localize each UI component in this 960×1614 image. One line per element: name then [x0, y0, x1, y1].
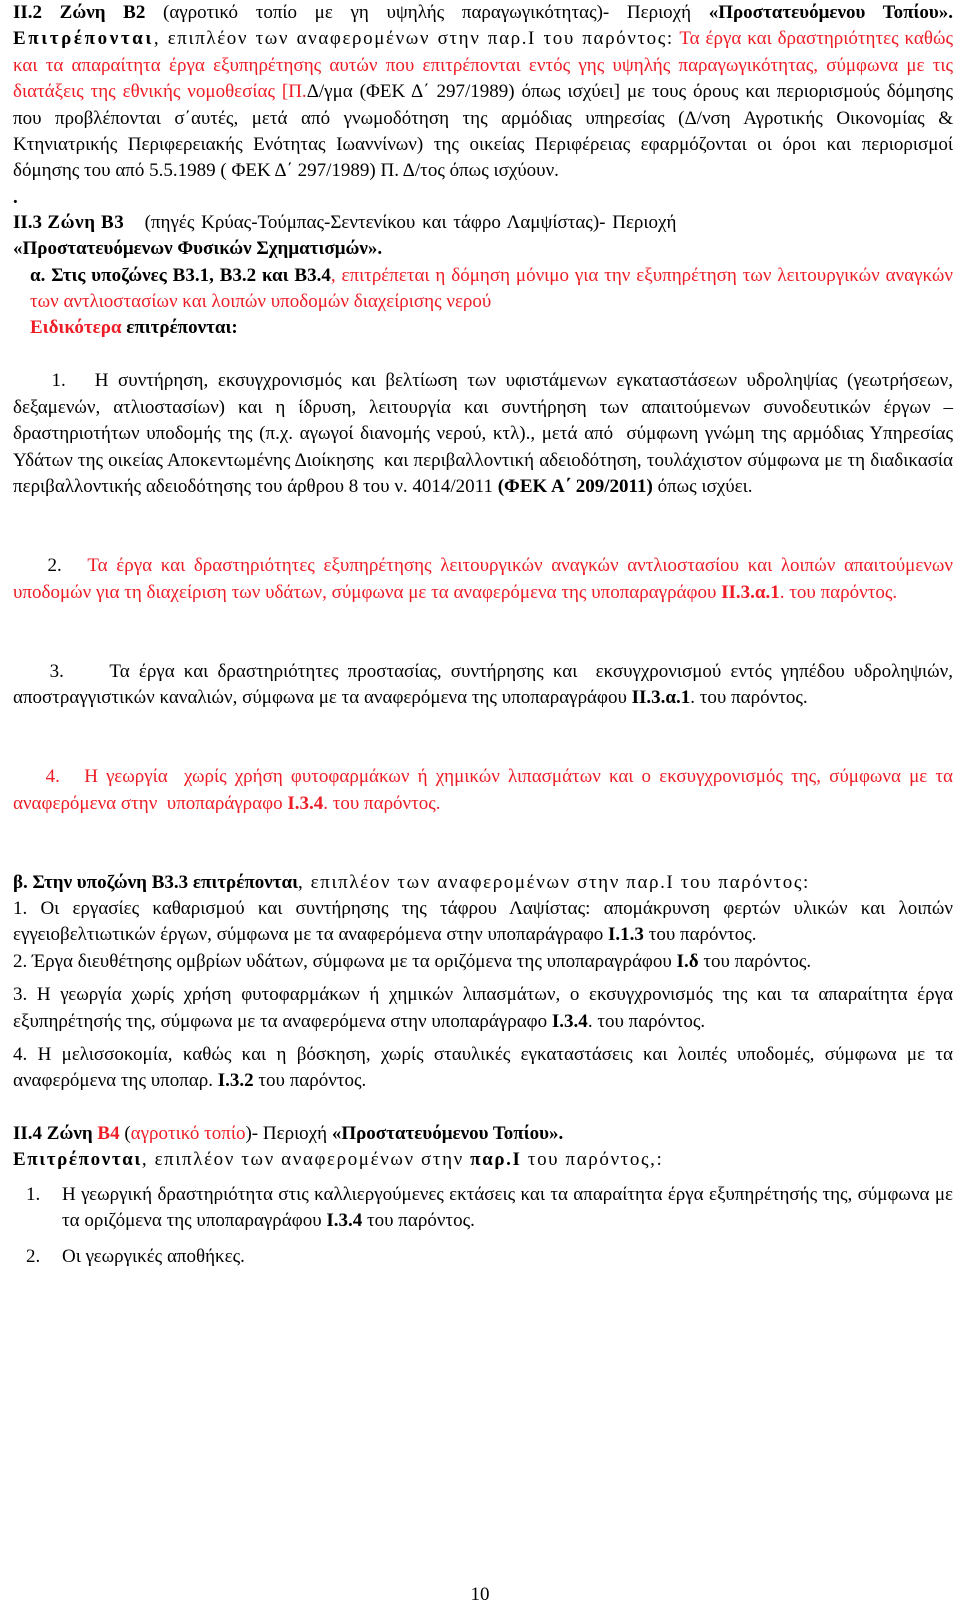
b3-item-4-red-text: Η γεωργία χωρίς χρήση φυτοφαρμάκων ή χημικών λιπασμάτων και ο εκσυγχρονισμός της, σύμφωνα με τα αναφερόμενα στην υποπαράγραφο [13, 766, 958, 814]
section-4-allowed-label: Επιτρέπονται [13, 1149, 142, 1171]
b33-item-2-ref: Ι.δ [676, 950, 699, 972]
b3-item-2-red-text: Τα έργα και δραστηριότητες εξυπηρέτησης λειτουργικών αναγκών αντλιοστασίου και λοιπών απαιτούμενων υποδομών για τη διαχείριση των υδάτων, σύμφωνα με τα αναφερόμενα της υποπαραγράφου [13, 555, 958, 603]
subzone-b-rest: , επιπλέον των αναφερομένων στην παρ.Ι του παρόντος: [297, 871, 810, 893]
section-2-allowed-rest: , επιπλέον των αναφερομένων στην παρ.Ι του παρόντος: [153, 28, 674, 50]
section-3-zone: Ζώνη Β3 [42, 211, 125, 233]
allowed-label: επιτρέπονται: [121, 317, 238, 339]
b3-item-2-number: 2. [47, 555, 88, 577]
section-4-number: ΙΙ.4 Ζώνη [13, 1122, 98, 1144]
page-number: 10 [470, 1584, 490, 1605]
section-3-description: (πηγές Κρύας-Τούμπας-Σεντενίκου και τάφρο Λαμψίστας)- Περιοχή [124, 211, 677, 233]
b4-item-1-tail: του παρόντος. [362, 1210, 475, 1232]
b3-item-4-tail: . του παρόντος. [323, 792, 441, 814]
b33-item-1 [13, 896, 953, 949]
b3-item-3 [13, 632, 958, 738]
b4-item-2-number: 2. [26, 1246, 41, 1268]
b3-item-1 [13, 342, 958, 527]
b33-item-2 [13, 949, 953, 975]
section-4-area-name: «Προστατευόμενου Τοπίου». [331, 1122, 564, 1144]
section-2-conditions: Δ/γμα (ΦΕΚ Δ΄ 297/1989) όπως ισχύει] με τους όρους και περιορισμούς δόμησης που προβλέπονται σ΄αυτές, μετά από γνωμοδότηση της αρμόδιας υπηρεσίας (Δ/νση Αγροτικής Οικονομίας & Κτηνιατρικής Περιφερειακής Ενότητας Ιωαννίνων) της οικείας Περιφέρειας εφαρμόζονται οι όροι και περιορισμοί δόμησης του από 5.5.1989 ( ΦΕΚ Δ΄ 297/1989) Π. Δ/τος όπως ισχύουν. [13, 81, 953, 182]
b33-item-3 [13, 982, 953, 1035]
section-2-allowed-label: Επιτρέπονται [13, 28, 154, 50]
b3-item-1-tail: όπως ισχύει. [652, 475, 753, 497]
b4-item-1-number: 1. [26, 1183, 41, 1205]
section-4-area-label: )- Περιοχή [245, 1122, 332, 1144]
dot-line: . [13, 186, 18, 208]
b33-item-1-text: 1. Οι εργασίες καθαρισμού και συντήρησης της τάφρου Λαψίστας: απομάκρυνση φερτών υλικών και λοιπών εγγειοβελτιωτικών έργων, σύμφωνα με τα αναφερόμενα στην υποπαράγραφο [13, 898, 953, 946]
section-4-description: αγροτικό τοπίο [130, 1122, 246, 1144]
specifically-label: Ειδικότερα [30, 317, 122, 339]
b4-item-1-text: Η γεωργική δραστηριότητα στις καλλιεργούμενες εκτάσεις και τα απαραίτητα έργα εξυπηρέτησής της, σύμφωνα με τα οριζόμενα της υποπαραγράφου [62, 1183, 953, 1232]
section-3-area-name: «Προστατευόμενων Φυσικών Σχηματισμών». [13, 238, 383, 260]
subzone-a-paragraph [13, 263, 953, 316]
b33-item-4-tail: του παρόντος. [253, 1070, 367, 1092]
section-4-par-ref: παρ.Ι [470, 1149, 522, 1171]
section-2-heading [13, 0, 953, 185]
b33-item-3-ref: Ι.3.4 [551, 1010, 588, 1032]
section-2-description: (αγροτικό τοπίο με γη υψηλής παραγωγικότητας)- Περιοχή [145, 2, 709, 23]
section-4-heading [13, 1121, 953, 1147]
section-3-heading [13, 210, 953, 236]
b3-item-1-text: 1. Η συντήρηση, εκσυγχρονισμός και βελτίωση των υφιστάμενων εγκαταστάσεων υδροληψίας (γεωτρήσεων, δεξαμενών, ατλιοστασίων) και η ίδρυση, λειτουργία και συντήρηση των απαιτούμενων συνοδευτικών έργων – δραστηριοτήτων υποδομής της (π.χ. αγωγοί διανομής νερού, κτλ)., μετά από σύμφωνη γνώμη της αρμόδιας Υπηρεσίας Υδάτων της οικείας Αποκεντωμένης Διοίκησης και περιβαλλοντική αδειοδότηση, τουλάχιστον σύμφωνα με τη διαδικασία περιβαλλοντικής αδειοδότησης του άρθρου 8 του ν. 4014/2011 [13, 370, 958, 497]
specifically-line [13, 315, 953, 341]
b33-item-1-tail: του παρόντος. [643, 924, 757, 946]
b3-item-2 [13, 527, 958, 633]
section-2-area-name: «Προστατευόμενου Τοπίου». [708, 2, 953, 23]
subzone-a-red-text: , επιτρέπεται η δόμηση μόνιμο για την εξυπηρέτηση των λειτουργικών αναγκών των αντλιοστασίων και λοιπών υποδομών διαχείρισης νερού [30, 264, 953, 313]
b33-item-1-ref: Ι.1.3 [608, 924, 644, 946]
b3-item-3-text: 3. Τα έργα και δραστηριότητες προστασίας, συντήρησης και εκσυγχρονισμού εντός γηπέδου υδροληψιών, αποστραγγιστικών καναλιών, σύμφωνα με τα αναφερόμενα της υποπαραγράφου [13, 660, 958, 709]
b4-item-1-body [62, 1182, 953, 1235]
b4-item-1-ref: Ι.3.4 [326, 1210, 363, 1232]
b33-item-4-ref: Ι.3.2 [217, 1070, 254, 1092]
b3-item-4-ref: Ι.3.4 [287, 792, 324, 814]
b33-item-2-tail: του παρόντος. [698, 950, 812, 972]
subzone-b-heading [13, 870, 953, 896]
b4-item-2 [13, 1244, 953, 1270]
b3-item-3-tail: . του παρόντος. [690, 687, 808, 709]
section-4-allowed-end: του παρόντος,: [521, 1149, 664, 1171]
section-2-red-text: Τα έργα και δραστηριότητες καθώς και τα απαραίτητα έργα εξυπηρέτησης αυτών που επιτρέπονται εντός γης υψηλής παραγωγικότητας, σύμφωνα με τις διατάξεις της εθνικής νομοθεσίας [Π. [13, 28, 953, 103]
section-3-number: ΙΙ.3 [13, 211, 43, 233]
b3-item-4 [13, 738, 958, 844]
b33-item-3-tail: . του παρόντος. [587, 1010, 706, 1032]
b33-item-4-text: 4. Η μελισσοκομία, καθώς και η βόσκηση, χωρίς σταυλικές εγκαταστάσεις και λοιπές υποδομές, σύμφωνα με τα αναφερόμενα της υποπαρ. [13, 1044, 953, 1092]
subzone-b-label: β. Στην υποζώνη Β3.3 επιτρέπονται [13, 871, 298, 893]
b3-item-2-ref: ΙΙ.3.α.1 [721, 581, 780, 603]
document-page [13, 0, 958, 1271]
b4-item-2-text: Οι γεωργικές αποθήκες. [62, 1246, 245, 1268]
b33-item-3-text: 3. Η γεωργία χωρίς χρήση φυτοφαρμάκων ή χημικών λιπασμάτων, ο εκσυγχρονισμός της και τα απαραίτητα έργα εξυπηρέτησής της, σύμφωνα με τα αναφερόμενα στην υποπαράγραφο [13, 984, 953, 1032]
b4-item-1 [13, 1182, 953, 1235]
section-4-allowed-rest: , επιπλέον των αναφερομένων στην [141, 1149, 471, 1171]
section-4-paren-open: ( [119, 1122, 131, 1144]
b3-item-4-number: 4. [45, 766, 85, 788]
section-2-number: ΙΙ.2 Ζώνη Β2 [13, 2, 146, 23]
b3-item-1-fek: (ΦΕΚ Α΄ 209/2011) [497, 475, 653, 497]
section-4-zone: Β4 [97, 1122, 120, 1144]
b3-item-2-tail: . του παρόντος. [779, 581, 898, 603]
b3-item-3-ref: ΙΙ.3.α.1 [631, 687, 691, 709]
subzone-a-label: α. Στις υποζώνες Β3.1, Β3.2 και Β3.4 [30, 264, 331, 286]
b33-item-4 [13, 1042, 953, 1095]
section-4-allowed [13, 1147, 953, 1173]
b33-item-2-text: 2. Έργα διευθέτησης ομβρίων υδάτων, σύμφωνα με τα οριζόμενα της υποπαραγράφου [13, 950, 677, 972]
